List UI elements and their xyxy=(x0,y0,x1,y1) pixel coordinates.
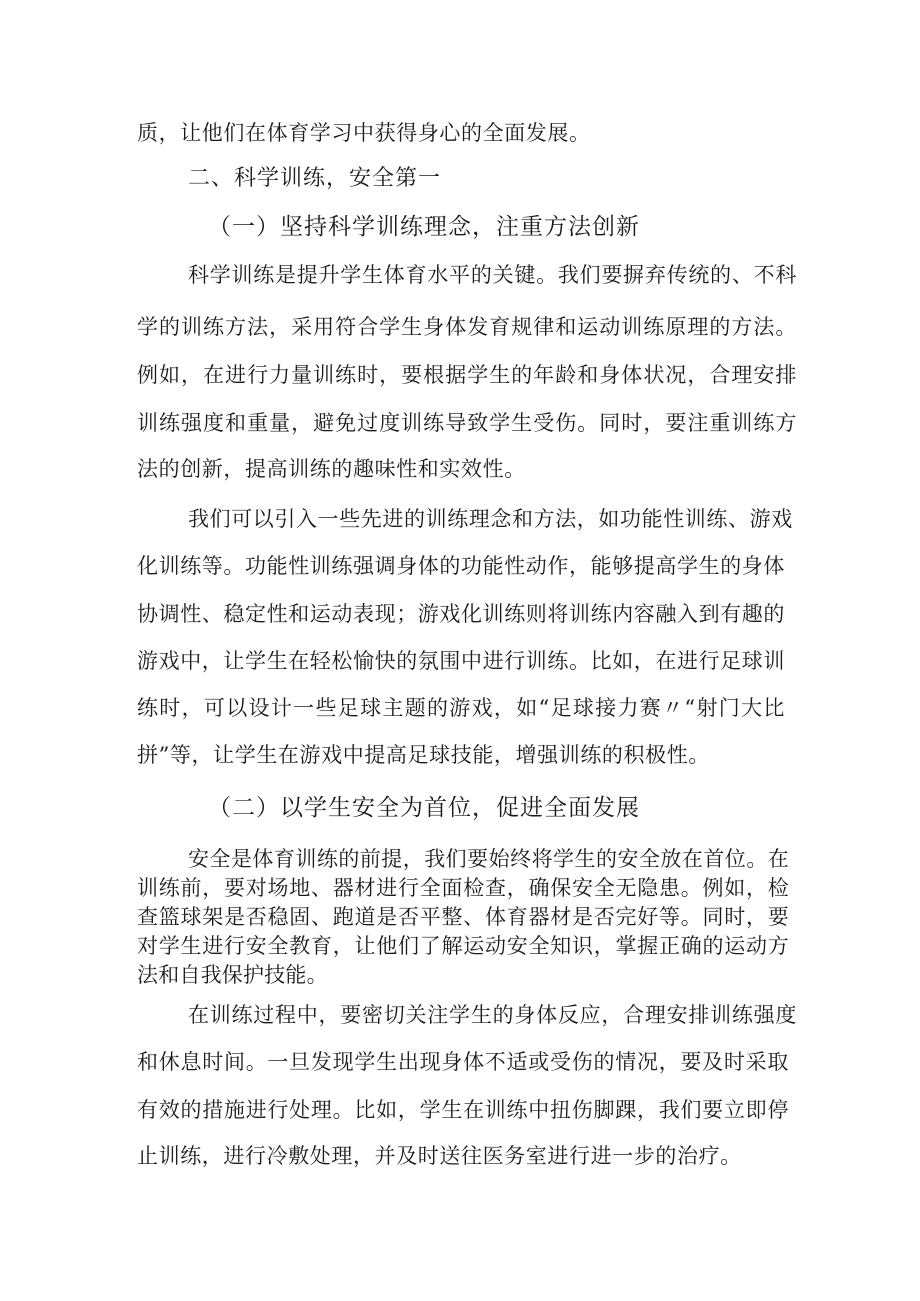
text-line: 查篮球架是否稳固、跑道是否平整、体育器材是否完好等。同时，要 xyxy=(137,905,789,929)
text-line: 止训练，进行冷敷处理，并及时送往医务室进行进一步的治疗。 xyxy=(137,1144,742,1168)
text-line: 和休息时间。一旦发现学生出现身体不适或受伤的情况，要及时采取 xyxy=(137,1050,789,1074)
text-line: 法和自我保护技能。 xyxy=(137,963,328,987)
text-line: 有效的措施进行处理。比如，学生在训练中扭伤脚踝，我们要立即停 xyxy=(137,1098,789,1122)
text-line: 法的创新，提高训练的趣味性和实效性。 xyxy=(137,457,526,481)
intro-tail-line: 质，让他们在体育学习中获得身心的全面发展。 xyxy=(137,121,591,145)
section-title: 二、科学训练，安全第一 xyxy=(188,166,442,191)
subsection-2-title: （二）以学生安全为首位，促进全面发展 xyxy=(208,795,640,821)
text-line: 科学训练是提升学生体育水平的关键。我们要摒弃传统的、不科 xyxy=(188,263,797,287)
text-line: 游戏中，让学生在轻松愉快的氛围中进行训练。比如，在进行足球训 xyxy=(137,649,785,673)
text-line: 例如，在进行力量训练时，要根据学生的年龄和身体状况，合理安排 xyxy=(137,363,797,387)
text-line: 学的训练方法，采用符合学生身体发育规律和运动训练原理的方法。 xyxy=(137,315,797,339)
text-line: 协调性、稳定性和运动表现；游戏化训练则将训练内容融入到有趣的 xyxy=(137,602,785,626)
text-line: 安全是体育训练的前提，我们要始终将学生的安全放在首位。在 xyxy=(188,847,789,871)
text-line: 练时，可以设计一些足球主题的游戏，如“足球接力赛〃“射门大比 xyxy=(137,696,785,720)
text-line: 对学生进行安全教育，让他们了解运动安全知识，掌握正确的运动方 xyxy=(137,934,789,958)
text-line: 训练强度和重量，避免过度训练导致学生受伤。同时，要注重训练方 xyxy=(137,411,797,435)
text-line: 我们可以引入一些先进的训练理念和方法，如功能性训练、游戏 xyxy=(188,507,793,531)
text-line: 拼”等，让学生在游戏中提高足球技能，增强训练的积极性。 xyxy=(137,743,710,767)
text-line: 化训练等。功能性训练强调身体的功能性动作，能够提高学生的身体 xyxy=(137,554,785,578)
text-line: 训练前，要对场地、器材进行全面检查，确保安全无隐患。例如，检 xyxy=(137,876,789,900)
subsection-1-title: （一）坚持科学训练理念，注重方法创新 xyxy=(208,214,640,240)
text-line: 在训练过程中，要密切关注学生的身体反应，合理安排训练强度 xyxy=(188,1003,797,1027)
